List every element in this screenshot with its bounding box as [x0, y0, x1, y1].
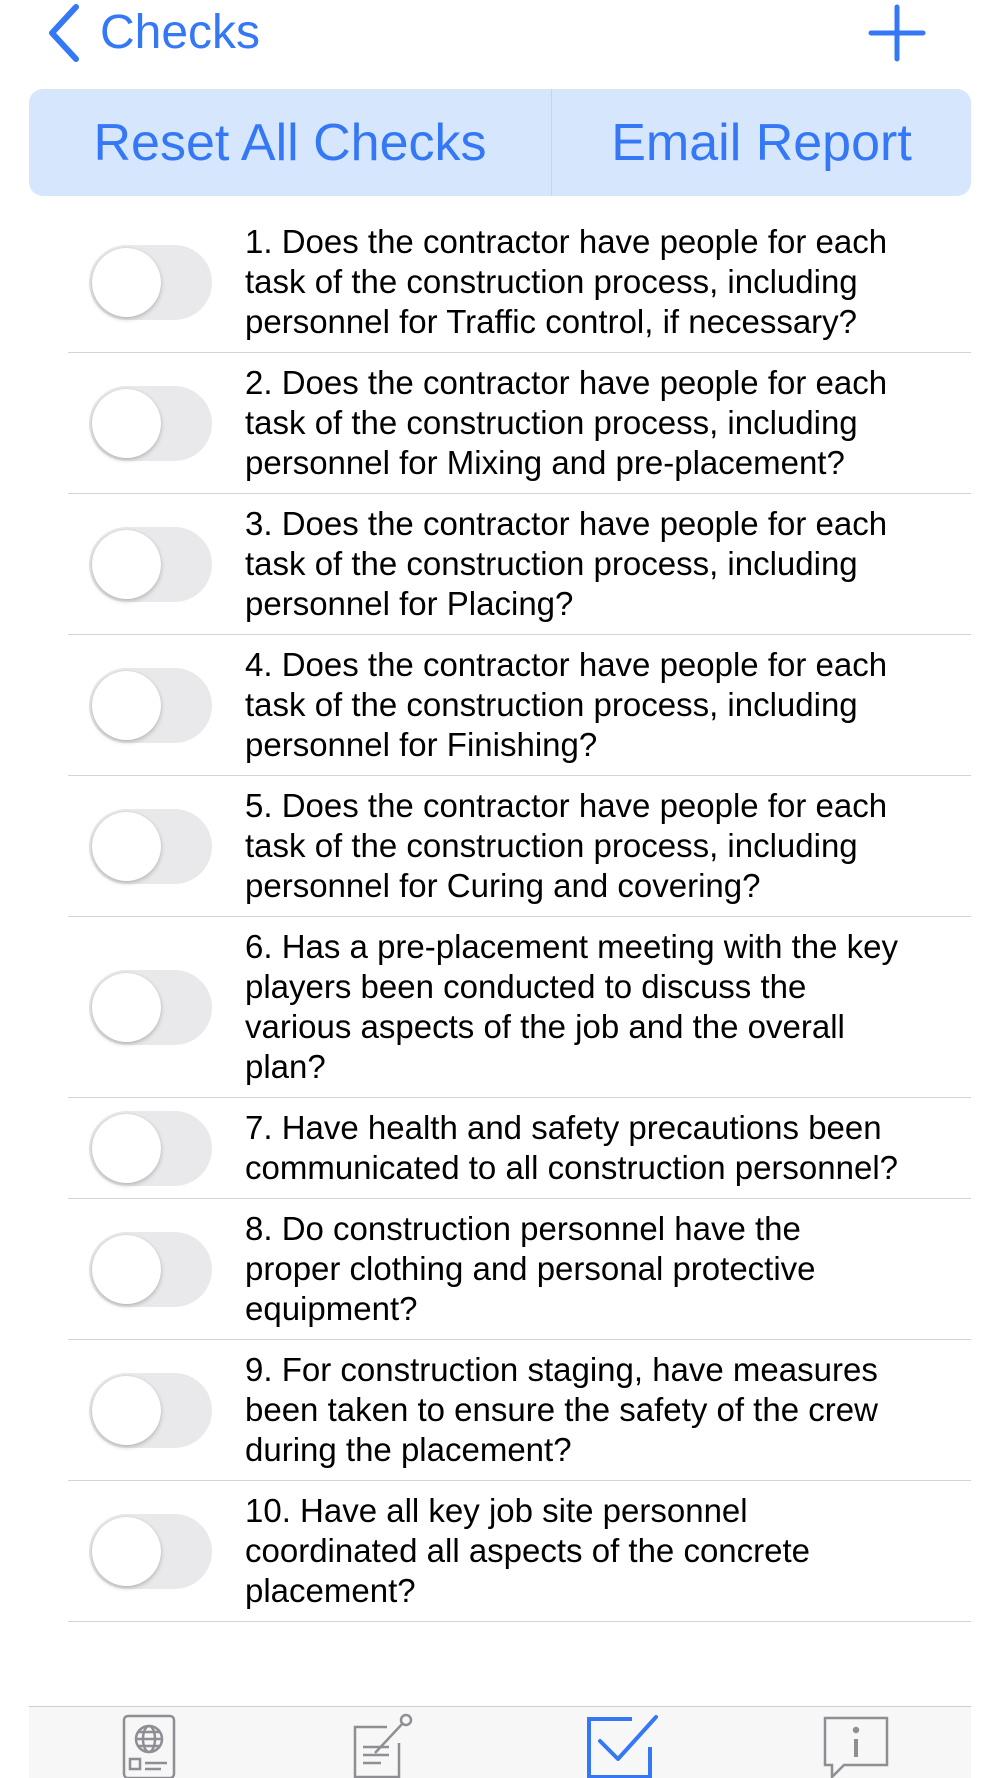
check-question: [245, 363, 971, 483]
check-question-line: proper clothing and personal protective: [245, 1250, 816, 1287]
check-question: [245, 927, 971, 1087]
check-question-line: personnel for Mixing and pre-placement?: [245, 444, 845, 481]
check-question-line: task of the construction process, including: [245, 545, 858, 582]
check-question-line: equipment?: [245, 1290, 418, 1327]
check-question-line: 10. Have all key job site personnel: [245, 1492, 748, 1529]
check-row: [68, 1481, 971, 1622]
check-toggle[interactable]: [89, 1232, 212, 1307]
tab-checks[interactable]: [584, 1713, 660, 1778]
check-question-line: 8. Do construction personnel have the: [245, 1210, 801, 1247]
toggle-knob: [92, 248, 161, 317]
toggle-knob: [92, 389, 161, 458]
check-question-line: 1. Does the contractor have people for each: [245, 223, 888, 260]
check-row: [68, 635, 971, 776]
check-question-line: personnel for Curing and covering?: [245, 867, 761, 904]
check-question-line: 2. Does the contractor have people for each: [245, 364, 888, 401]
toggle-knob: [92, 973, 161, 1042]
check-question-line: personnel for Placing?: [245, 585, 574, 622]
check-question-line: 9. For construction staging, have measures: [245, 1351, 878, 1388]
check-question: [245, 504, 971, 624]
check-question: [245, 1209, 971, 1329]
check-question-line: plan?: [245, 1048, 326, 1085]
check-toggle[interactable]: [89, 809, 212, 884]
check-row: [68, 1199, 971, 1340]
check-question-line: personnel for Finishing?: [245, 726, 598, 763]
check-question-line: been taken to ensure the safety of the crew: [245, 1391, 878, 1428]
toggle-knob: [92, 1517, 161, 1586]
check-question-line: 5. Does the contractor have people for each: [245, 787, 888, 824]
tab-document-globe[interactable]: [121, 1713, 177, 1778]
check-question-line: 4. Does the contractor have people for each: [245, 646, 888, 683]
check-question: [245, 786, 971, 906]
back-button[interactable]: [44, 0, 260, 66]
check-list: [0, 212, 1000, 1706]
check-question-line: during the placement?: [245, 1431, 572, 1468]
check-question-line: 3. Does the contractor have people for each: [245, 505, 888, 542]
email-report-button[interactable]: Email Report: [552, 89, 971, 196]
check-toggle[interactable]: [89, 1373, 212, 1448]
tab-notepad-pencil[interactable]: [349, 1713, 413, 1778]
check-question-line: task of the construction process, including: [245, 827, 858, 864]
check-question: [245, 222, 971, 342]
check-toggle[interactable]: [89, 1514, 212, 1589]
check-toggle[interactable]: [89, 1111, 212, 1186]
document-globe-icon: [124, 1716, 174, 1778]
check-question-line: 7. Have health and safety precautions been: [245, 1109, 882, 1146]
check-question: [245, 1108, 971, 1188]
check-row: [68, 776, 971, 917]
toggle-knob: [92, 671, 161, 740]
check-toggle[interactable]: [89, 527, 212, 602]
check-question: [245, 1350, 971, 1470]
tab-bar: [29, 1706, 971, 1778]
check-question-line: personnel for Traffic control, if necessary?: [245, 303, 858, 340]
toggle-knob: [92, 1235, 161, 1304]
check-row: [68, 1340, 971, 1481]
check-row: [68, 353, 971, 494]
check-question-line: various aspects of the job and the overall: [245, 1008, 845, 1045]
check-toggle[interactable]: [89, 386, 212, 461]
check-row: [68, 917, 971, 1098]
check-question-line: communicated to all construction personnel?: [245, 1149, 899, 1186]
plus-icon[interactable]: [868, 4, 926, 62]
tab-info[interactable]: [822, 1713, 890, 1778]
check-question-line: task of the construction process, including: [245, 686, 858, 723]
action-bar: [29, 89, 971, 196]
check-question-line: task of the construction process, including: [245, 404, 858, 441]
reset-all-checks-button[interactable]: Reset All Checks: [29, 89, 552, 196]
check-question-line: players been conducted to discuss the: [245, 968, 807, 1005]
navigation-bar: [0, 0, 1000, 70]
check-row: [68, 1098, 971, 1199]
check-question-line: coordinated all aspects of the concrete: [245, 1532, 811, 1569]
chevron-left-icon: [44, 3, 84, 63]
check-question-line: 6. Has a pre-placement meeting with the key: [245, 928, 898, 965]
toggle-knob: [92, 812, 161, 881]
check-toggle[interactable]: [89, 668, 212, 743]
back-label: Checks: [100, 6, 261, 59]
check-toggle[interactable]: [89, 245, 212, 320]
check-question: [245, 645, 971, 765]
check-question: [245, 1491, 971, 1611]
check-question-line: task of the construction process, including: [245, 263, 858, 300]
check-question-line: placement?: [245, 1572, 416, 1609]
toggle-knob: [92, 530, 161, 599]
toggle-knob: [92, 1376, 161, 1445]
check-row: [68, 212, 971, 353]
checkbox-checked-icon: [589, 1717, 656, 1777]
notepad-pencil-icon: [355, 1715, 411, 1777]
info-icon: [825, 1718, 887, 1777]
check-toggle[interactable]: [89, 970, 212, 1045]
toggle-knob: [92, 1114, 161, 1183]
check-row: [68, 494, 971, 635]
